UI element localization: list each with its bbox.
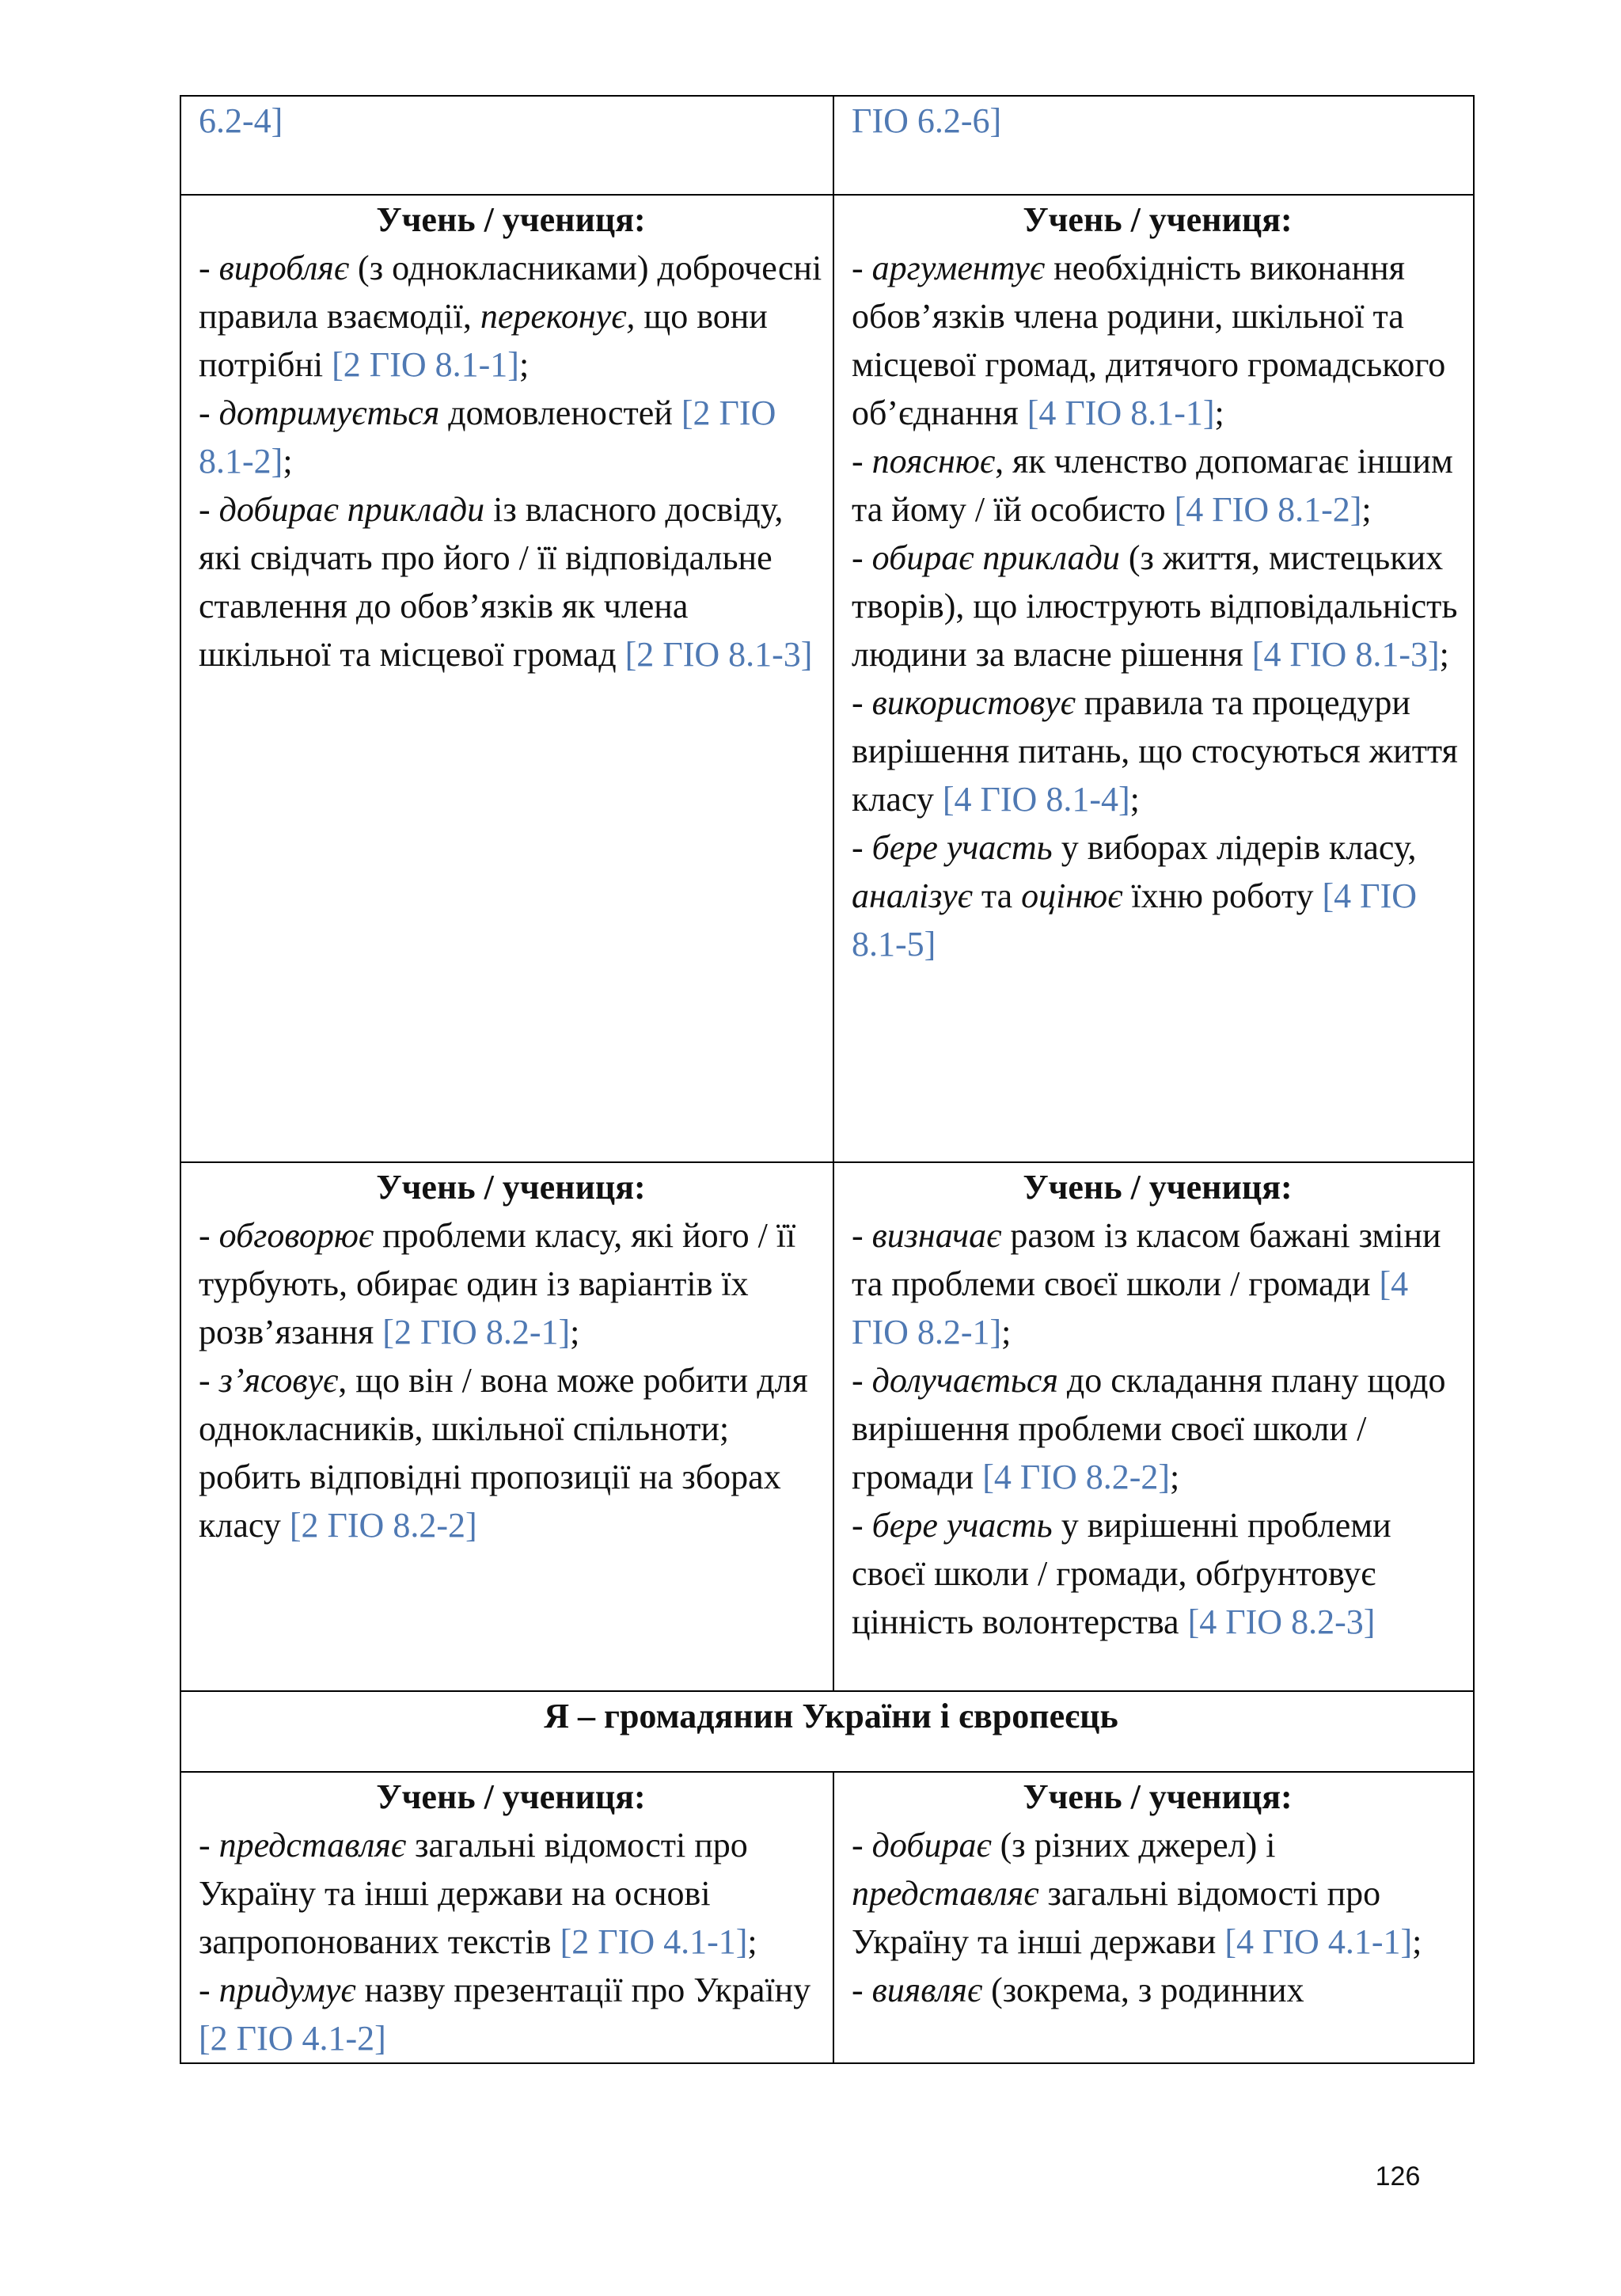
cell-header: Учень / учениця: (1023, 1777, 1293, 1816)
cell-header: Учень / учениця: (1023, 200, 1293, 239)
list-item: - придумує назву презентації про Україну [2 ГІО 4.1-2] (199, 1971, 811, 2058)
table-row (180, 1772, 1474, 2063)
reference-link: [4 ГІО 8.1-5] (852, 876, 1418, 964)
table-cell (833, 96, 1474, 195)
reference-link: [4 ГІО 8.1-4] (942, 780, 1130, 819)
list-item: - добирає (з різних джерел) і представляє загальні відомості про Україну та інші держави [4 ГІО 4.1-1]; (852, 1826, 1422, 1961)
cell-header: Учень / учениця: (1023, 1168, 1293, 1207)
cell-header: Учень / учениця: (376, 1777, 646, 1816)
reference-link: [4 ГІО 8.1-3] (1251, 635, 1440, 674)
reference-link: [2 ГІО 8.2-2] (289, 1506, 477, 1545)
list-item: - бере участь у виборах лідерів класу, аналізує та оцінює їхню роботу [4 ГІО 8.1-5] (852, 828, 1418, 964)
section-heading: Я – громадянин України і європеєць (180, 1691, 1474, 1772)
table-row (180, 195, 1474, 1162)
list-item: - бере участь у вирішенні проблеми своєї школи / громади, обґрунтовує цінність волонтерства [4 ГІО 8.2-3] (852, 1506, 1391, 1641)
table-cell (180, 1772, 833, 2063)
table-cell (180, 195, 833, 1162)
list-item: - обговорює проблеми класу, які його / її турбують, обирає один із варіантів їх розв’язання [2 ГІО 8.2-1]; (199, 1216, 796, 1351)
table-row (180, 1162, 1474, 1691)
reference-link: [2 ГІО 8.1-1] (332, 345, 519, 384)
table-cell (180, 96, 833, 195)
list-item: - добирає приклади із власного досвіду, які свідчать про його / її відповідальне ставлення до обов’язків як члена шкільної та місцевої громад [2 ГІО 8.1-3] (199, 490, 813, 674)
list-item: - представляє загальні відомості про Україну та інші держави на основі запропонованих текстів [2 ГІО 4.1-1]; (199, 1826, 757, 1961)
table-cell (833, 1162, 1474, 1691)
reference-link: ГІО 6.2-6] (852, 101, 1002, 140)
table-cell (833, 1772, 1474, 2063)
cell-header: Учень / учениця: (376, 200, 646, 239)
reference-link: [4 ГІО 8.2-3] (1187, 1602, 1376, 1641)
reference-link: 6.2-4] (199, 101, 283, 140)
reference-link: [4 ГІО 8.1-2] (1174, 490, 1362, 529)
reference-link: [2 ГІО 8.1-3] (624, 635, 813, 674)
reference-link: [2 ГІО 8.2-1] (382, 1313, 571, 1351)
list-item: - виробляє (з однокласниками) доброчесні правила взаємодії, переконує, що вони потрібні [2 ГІО 8.1-1]; (199, 249, 822, 384)
page-number: 126 (1375, 2161, 1421, 2191)
list-item: - використовує правила та процедури вирішення питань, що стосуються життя класу [4 ГІО 8.1-4]; (852, 683, 1458, 819)
reference-link: [4 ГІО 8.1-1] (1027, 393, 1215, 432)
list-item: - визначає разом із класом бажані зміни та проблеми своєї школи / громади [4 ГІО 8.2-1]; (852, 1216, 1441, 1351)
table-row (180, 1691, 1474, 1772)
outcomes-table (180, 95, 1475, 2064)
table-cell (833, 195, 1474, 1162)
list-item: - аргументує необхідність виконання обов’язків члена родини, шкільної та місцевої громад, дитячого громадського об’єднання [4 ГІО 8.1-1]; (852, 249, 1446, 432)
reference-link: [4 ГІО 8.2-2] (982, 1458, 1171, 1496)
list-item: - виявляє (зокрема, з родинних (852, 1971, 1304, 2009)
list-item: - долучається до складання плану щодо вирішення проблеми своєї школи / громади [4 ГІО 8.2-2]; (852, 1361, 1446, 1496)
list-item: - обирає приклади (з життя, мистецьких творів), що ілюструють відповідальність людини за власне рішення [4 ГІО 8.1-3]; (852, 538, 1458, 674)
reference-link: [4 ГІО 8.2-1] (852, 1264, 1409, 1351)
list-item: - з’ясовує, що він / вона може робити для однокласників, шкільної спільноти; робить відповідні пропозиції на зборах класу [2 ГІО 8.2-2] (199, 1361, 808, 1545)
list-item: - пояснює, як членство допомагає іншим та йому / їй особисто [4 ГІО 8.1-2]; (852, 442, 1453, 529)
cell-header: Учень / учениця: (376, 1168, 646, 1207)
reference-link: [2 ГІО 4.1-1] (560, 1922, 748, 1961)
table-row (180, 96, 1474, 195)
list-item: - дотримується домовленостей [2 ГІО 8.1-2]; (199, 393, 776, 481)
reference-link: [2 ГІО 8.1-2] (199, 393, 776, 481)
reference-link: [2 ГІО 4.1-2] (199, 2019, 386, 2058)
table-cell (180, 1162, 833, 1691)
reference-link: [4 ГІО 4.1-1] (1224, 1922, 1413, 1961)
